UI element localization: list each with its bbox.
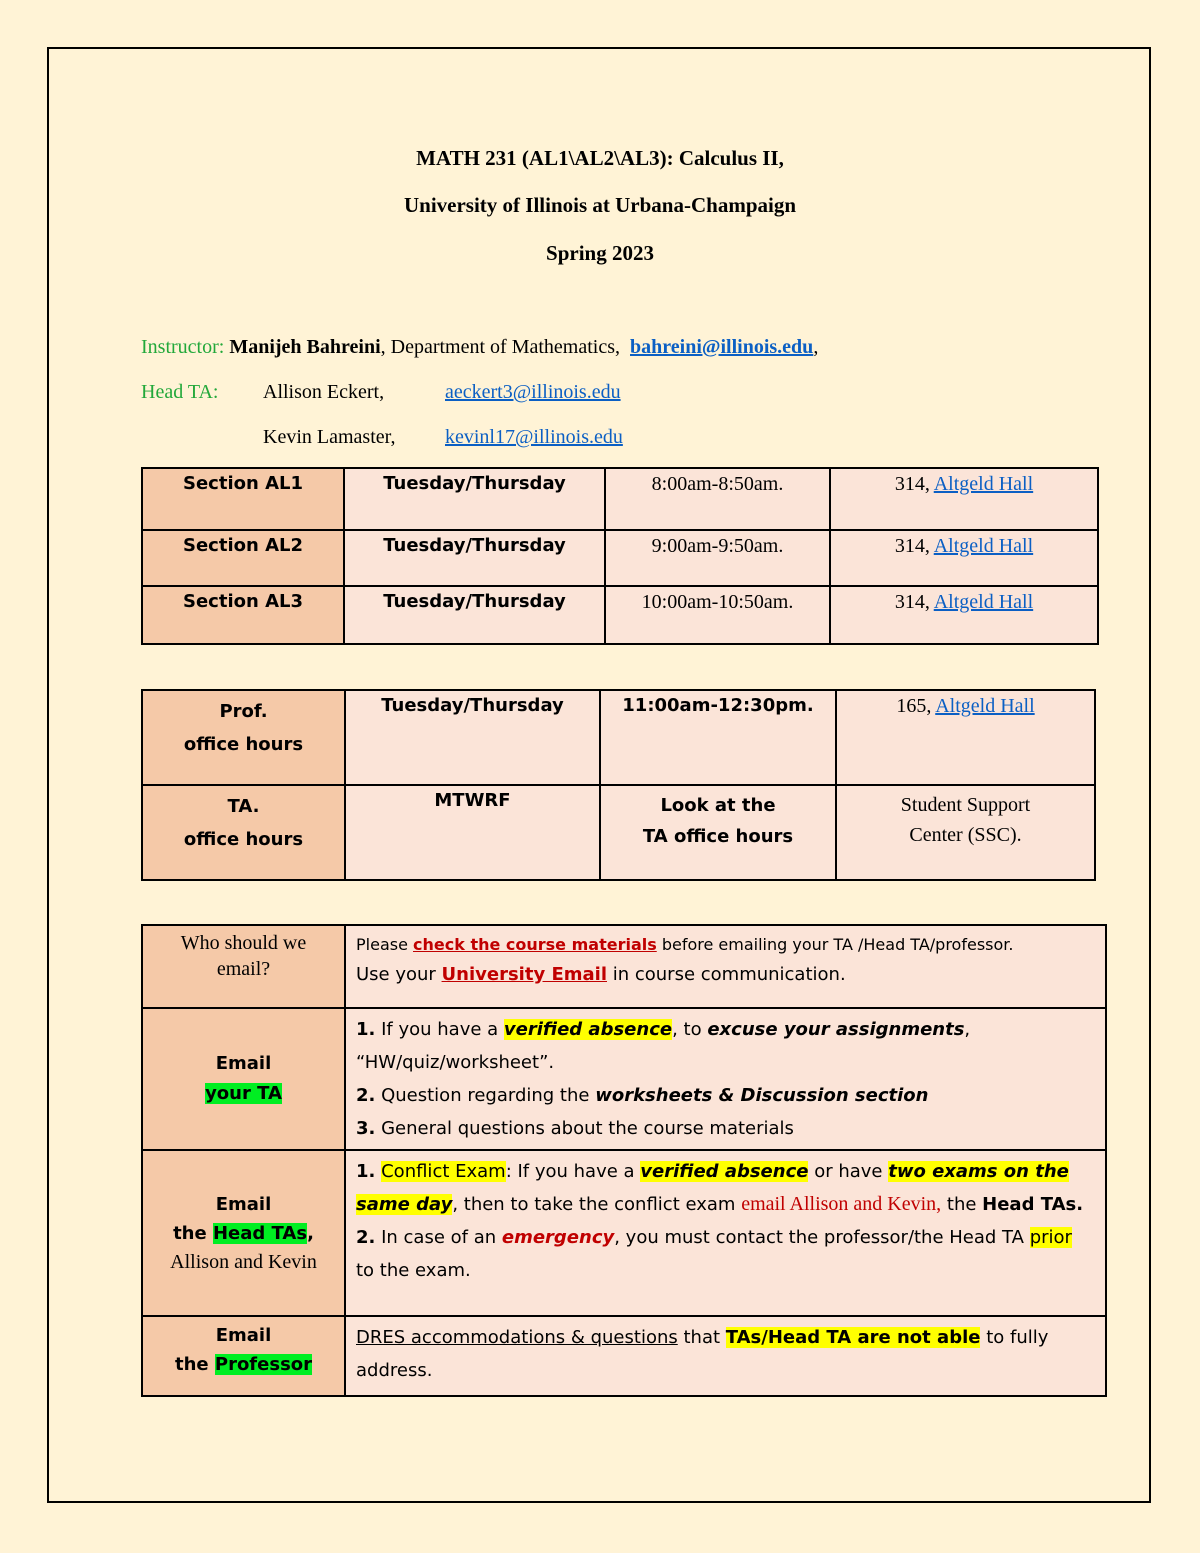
section-time: 8:00am-8:50am.	[605, 468, 830, 530]
your-ta-label: your TA	[205, 1083, 282, 1104]
prof-days: Tuesday/Thursday	[345, 690, 600, 785]
table-row	[142, 1008, 1106, 1150]
email-table	[141, 924, 1107, 1397]
altgeld-hall-link[interactable]: Altgeld Hall	[935, 695, 1035, 717]
ta-time-line1: Look at the	[660, 795, 776, 816]
section-days: Tuesday/Thursday	[344, 468, 605, 530]
office-hours-label: office hours	[183, 829, 304, 850]
section-days: Tuesday/Thursday	[344, 530, 605, 586]
ta2-name: Kevin Lamaster,	[263, 426, 396, 448]
table-row: Email the Professor DRES accommodations & questions that TAs/Head TA are not able to fully address.	[142, 1316, 1106, 1396]
ta-place-line1: Student Support	[900, 794, 1031, 816]
section-time: 10:00am-10:50am.	[605, 586, 830, 644]
office-hours-label: office hours	[183, 734, 304, 755]
section-room: 314,	[894, 535, 930, 557]
table-row	[142, 530, 1098, 586]
check-materials-note: Please check the course materials before emailing your TA /Head TA/professor.	[356, 935, 1014, 954]
altgeld-hall-link[interactable]: Altgeld Hall	[933, 535, 1034, 557]
email-label: Email	[215, 1193, 272, 1215]
table-row: Email the Head TAs, Allison and Kevin 1. Conflict Exam: If you have a verified absence or have two exams on the same day, then to take the conflict exam email Allison and Kevin, the Head TAs. 2. In case of an emergency, you must contact the professor/the Head TA prior to the exam.	[142, 1150, 1106, 1316]
table-row	[142, 785, 1095, 880]
table-row	[142, 586, 1098, 644]
ta-time-line2: TA office hours	[642, 826, 794, 847]
table-row	[142, 925, 1106, 1008]
who-label: Who should we email?	[142, 925, 345, 1008]
prof-item: DRES accommodations & questions that TAs/Head TA are not able to fully address.	[356, 1327, 1049, 1381]
altgeld-hall-link[interactable]: Altgeld Hall	[933, 473, 1034, 495]
table-row	[142, 468, 1098, 530]
section-name: Section AL3	[142, 586, 344, 644]
head-item-1: 1. Conflict Exam: If you have a verified absence or have two exams on the same day, then to take the conflict exam email Allison and Kevin, the Head TAs.	[356, 1161, 1084, 1215]
sections-table	[141, 467, 1099, 645]
ta1-email-link[interactable]: aeckert3@illinois.edu	[445, 381, 621, 403]
ta-days: MTWRF	[345, 785, 600, 880]
prof-room: 165,	[896, 695, 932, 717]
head-ta-label: Head TA	[141, 381, 213, 403]
section-time: 9:00am-9:50am.	[605, 530, 830, 586]
section-room: 314,	[894, 591, 930, 613]
ta1-name: Allison Eckert,	[263, 381, 385, 403]
section-name: Section AL1	[142, 468, 344, 530]
section-room: 314,	[894, 473, 930, 495]
prof-label: Prof.	[219, 701, 268, 722]
course-title: MATH 231 (AL1\AL2\AL3): Calculus II,	[416, 146, 784, 170]
ta-item-1: 1. If you have a verified absence, to excuse your assignments, “HW/quiz/worksheet”.	[356, 1019, 971, 1073]
table-row	[142, 690, 1095, 785]
instructor-label: Instructor	[141, 336, 219, 358]
university-email-note: Use your University Email in course communication.	[356, 964, 846, 985]
professor-label: Professor	[214, 1354, 313, 1375]
university-email-link[interactable]: University Email	[441, 964, 607, 985]
instructor-email-link[interactable]: bahreini@illinois.edu	[630, 336, 814, 358]
head-tas-label: Head TAs	[212, 1222, 308, 1244]
ta2-email-link[interactable]: kevinl17@illinois.edu	[445, 426, 623, 448]
ta-item-2: 2. Question regarding the worksheets & Discussion section	[356, 1085, 929, 1106]
prof-time: 11:00am-12:30pm.	[600, 690, 836, 785]
office-hours-table	[141, 689, 1096, 881]
instructor-line: Instructor: Manijeh Bahreini, Department of Mathematics, bahreini@illinois.edu,	[141, 336, 819, 358]
section-name: Section AL2	[142, 530, 344, 586]
section-days: Tuesday/Thursday	[344, 586, 605, 644]
course-materials-link[interactable]: check the course materials	[413, 935, 657, 954]
email-label: Email	[215, 1053, 272, 1074]
head-item-2: 2. In case of an emergency, you must contact the professor/the Head TA prior to the exam.	[356, 1227, 1072, 1281]
instructor-name: Manijeh Bahreini	[229, 336, 381, 358]
ta-label: TA.	[227, 796, 260, 817]
ta-place-line2: Center (SSC).	[909, 824, 1022, 846]
instructor-dept: , Department of Mathematics,	[380, 336, 621, 358]
head-ta-line: Head TA:	[141, 381, 219, 403]
altgeld-hall-link[interactable]: Altgeld Hall	[933, 591, 1034, 613]
email-label: Email	[215, 1325, 272, 1346]
head-ta-names: Allison and Kevin	[170, 1250, 317, 1273]
semester: Spring 2023	[546, 241, 654, 265]
ta-item-3: 3. General questions about the course materials	[356, 1118, 794, 1139]
university-name: University of Illinois at Urbana-Champaign	[403, 193, 797, 217]
